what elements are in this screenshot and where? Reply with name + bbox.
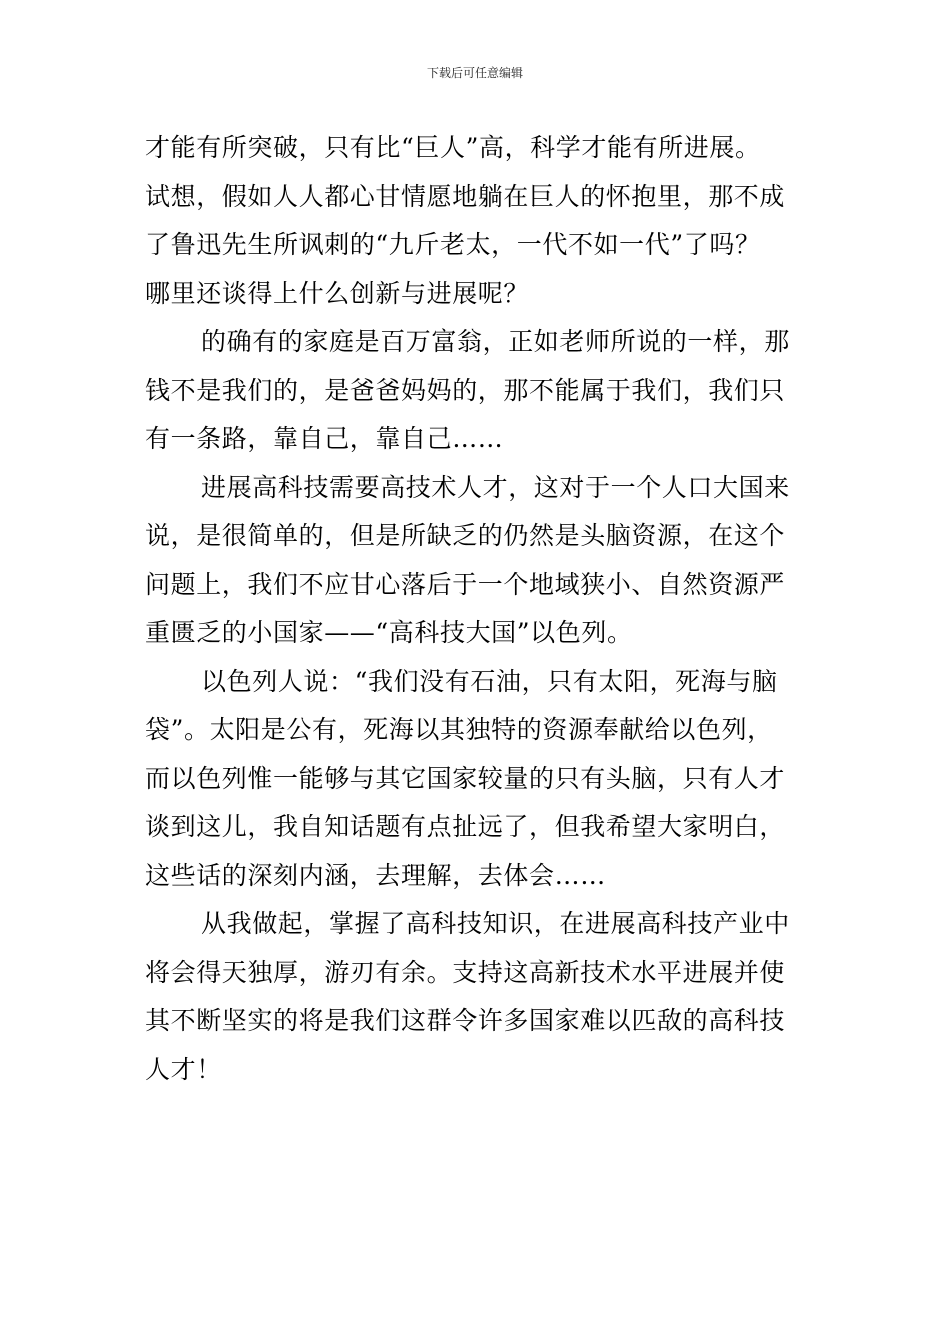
header-note: 下载后可任意编辑 <box>426 66 523 80</box>
text-line: 其不断坚实的将是我们这群令许多国家难以匹敌的高科技 <box>145 1006 786 1035</box>
text-line: 问题上，我们不应甘心落后于一个地域狭小、自然资源严 <box>145 569 786 599</box>
paragraph-first-line: 进展高科技需要高技术人才，这对于一个人口大国来 <box>201 472 790 502</box>
text-line: 有一条路，靠自己，靠自己…… <box>145 424 504 453</box>
document-body <box>145 124 825 1094</box>
paragraph-first-line: 以色列人说：“我们没有石油，只有太阳，死海与脑 <box>201 666 778 696</box>
text-line: 试想，假如人人都心甘情愿地躺在巨人的怀抱里，那不成 <box>145 181 786 211</box>
text-line: 钱不是我们的，是爸爸妈妈的，那不能属于我们，我们只 <box>145 375 786 405</box>
text-line: 人才！ <box>145 1054 222 1084</box>
text-line: 哪里还谈得上什么创新与进展呢？ <box>145 278 530 308</box>
text-line: 将会得天独厚，游刃有余。支持这高新技术水平进展并使 <box>145 957 786 987</box>
paragraph-first-line: 的确有的家庭是百万富翁，正如老师所说的一样，那 <box>201 327 790 356</box>
text-line: 这些话的深刻内涵，去理解，去体会…… <box>145 860 606 890</box>
text-line: 而以色列惟一能够与其它国家较量的只有头脑，只有人才 <box>145 763 786 793</box>
text-line: 袋”。太阳是公有，死海以其独特的资源奉献给以色列， <box>145 715 773 744</box>
text-line: 了鲁迅先生所讽刺的“九斤老太，一代不如一代”了吗？ <box>145 230 761 259</box>
paragraph-first-line: 从我做起，掌握了高科技知识，在进展高科技产业中 <box>201 909 790 938</box>
text-line: 谈到这儿，我自知话题有点扯远了，但我希望大家明白， <box>145 812 786 841</box>
text-line: 重匮乏的小国家——“高科技大国”以色列。 <box>145 618 633 647</box>
text-line: 说，是很简单的，但是所缺乏的仍然是头脑资源，在这个 <box>145 521 786 550</box>
text-line: 才能有所突破，只有比“巨人”高，科学才能有所进展。 <box>145 133 761 162</box>
